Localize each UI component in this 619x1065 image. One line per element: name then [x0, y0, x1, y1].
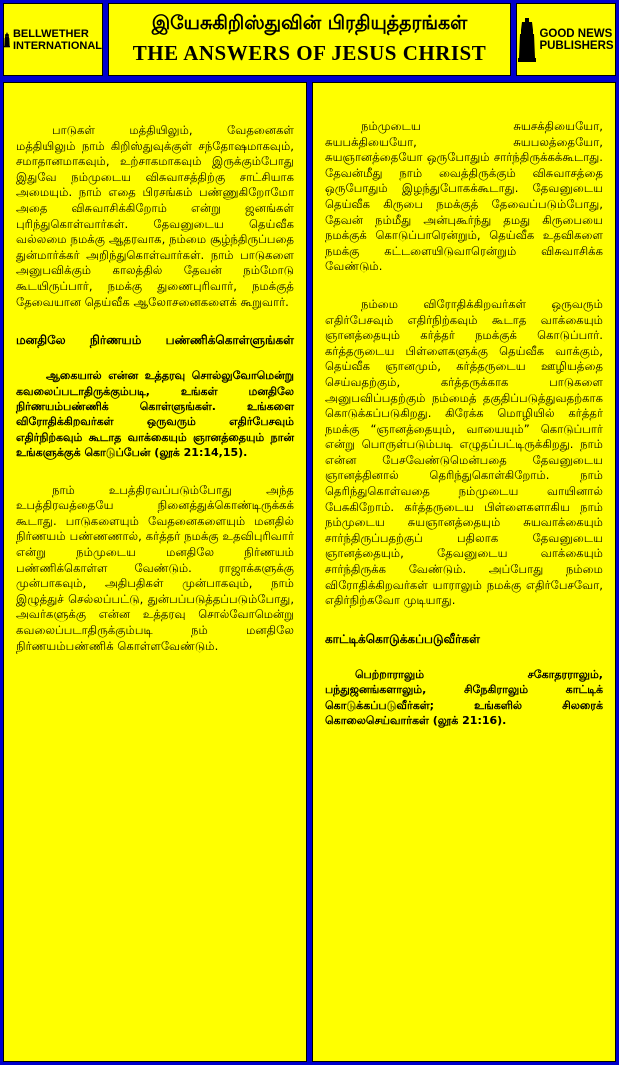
- paragraph: நம்மை விரோதிக்கிறவர்கள் ஒருவரும் எதிர்பேசவும் எதிர்நிற்கவும் கூடாத வாக்கையும் ஞானத்தையும் கர்த்தர் நமக்குக் கொடுப்பார். கர்த்தருடைய பிள்ளைகளுக்கு தெய்வீக வாக்கும், தெய்வீக ஞானமும், கர்த்தருடைய ஊழியத்தை செய்வதற்கும், கர்த்தருக்காக பாடுகளை அனுபவிப்பதற்கும் நம்மைத் தகுதிப்படுத்துவதற்காக கொடுக்கப்படுகிறது. கிரேக்க மொழியில் கர்த்தர் நமக்கு “ஞானத்தையும், வாயையும்” கொடுப்பார் என்று பொருள்படும்படி எழுதப்பட்டிருக்கிறது. நாம் என்ன பேசவேண்டுமென்பதை தேவனுடைய ஞானத்தினால் தெரிந்துகொள்கிறோம். நாம் தெரிந்துகொள்வதை நம்முடைய வாயினால் பேசுகிறோம். கர்த்தருடைய பிள்ளைகளாகிய நாம் நம்முடைய சுயஞானத்தையும் சுயவாக்கையும் சார்ந்திருப்பதற்குப் பதிலாக தேவனுடைய ஞானத்தையும், தேவனுடைய வாக்கையும் சார்ந்திருக்க வேண்டும். அப்போது நம்மை விரோதிக்கிறவர்கள் யாராலும் நமக்கு எதிர்பேசவோ, எதிர்நிற்கவோ முடியாது.: [325, 296, 603, 608]
- scripture-verse: ஆகையால் என்ன உத்தரவு சொல்லுவோமென்று கவலைப்படாதிருக்கும்படி, உங்கள் மனதிலே நிர்ணயம்பண்ணிக் கொள்ளுங்கள். உங்களை விரோதிக்கிறவர்கள் ஒருவரும் எதிர்பேசவும் எதிர்நிற்கவும் கூடாத வாக்கையும் ஞானத்தையும் நான் உங்களுக்குக் கொடுப்பேன் (லூக் 21:14,15).: [16, 369, 294, 460]
- paragraph: நம்முடைய சுயசக்தியையோ, சுயபக்தியையோ, சுயபலத்தையோ, சுயஞானத்தையோ ஒருபோதும் சார்ந்திருக்கக்கூடாது. தேவன்மீது நாம் வைத்திருக்கும் விசுவாசத்தை ஒருபோதும் இழந்துபோகக்கூடாது. தேவனுடைய தெய்வீக கிருபை நமக்குத் தேவைப்படும்போது, தேவன் நம்மீது அன்புகூர்ந்து தமது கிருபையை நமக்குக் கொடுப்பாரென்றும், தெய்வீக உதவிகளை நமக்கு கட்டளையிடுவாரென்றும் விசுவாசிக்க வேண்டும்.: [325, 119, 603, 274]
- title-english: THE ANSWERS OF JESUS CHRIST: [132, 41, 487, 65]
- page-header: [108, 3, 511, 76]
- title-tamil: இயேசுகிறிஸ்துவின் பிரதியுத்தரங்கள்: [151, 12, 468, 34]
- logo-left-line2: INTERNATIONAL: [12, 39, 102, 52]
- left-column: [3, 82, 307, 1062]
- paragraph: நாம் உபத்திரவப்படும்போது அந்த உபத்திரவத்தையே நினைத்துக்கொண்டிருக்கக் கூடாது. பாடுகளையும் வேதனைகளையும் மனதில் நிர்ணயம் பண்ணணால், கர்த்தர் நமக்கு உதவிபுரிவார் என்று நம்முடைய மனதிலே நிர்ணயம் பண்ணிக்கொள்ள வேண்டும். ராஜாக்களுக்கு முன்பாகவும், அதிபதிகள் முன்பாகவும், நாம் இழுத்துச் செல்லப்பட்டு, துன்பப்படுத்தப்படும்போது, அவர்களுக்கு என்ன உத்தரவு சொல்வோமென்று கவலைப்படாதிருக்கும்படி நம் மனதிலே நிர்ணயம்பண்ணிக் கொள்ளவேண்டும்.: [16, 482, 294, 653]
- section-heading: காட்டிக்கொடுக்கப்படுவீர்கள்: [325, 631, 480, 646]
- scripture-verse: பெற்றாராலும் சகோதரராலும், பந்துஜனங்களாலும், சிநேகிராலும் காட்டிக் கொடுக்கப்படுவீர்கள்; உங்களில் சிலரைக் கொலைசெய்வார்கள் (லூக் 21:16).: [325, 667, 603, 728]
- logo-right-line1: GOOD NEWS: [539, 27, 613, 40]
- paragraph: பாடுகள் மத்தியிலும், வேதனைகள் மத்தியிலும் நாம் கிறிஸ்துவுக்குள் சந்தோஷமாகவும், சமாதானமாகவும், உற்சாகமாகவும் இருக்கும்போது இதுவே நம்முடைய விசுவாசத்திற்கு சாட்சியாக அமையும். நாம் எதை பிரசங்கம் பண்ணுகிறோமோ அதை விசுவாசிக்கிறோம் என்று ஜனங்கள் புரிந்துகொள்வார்கள். தேவனுடைய தெய்வீக வல்லமை நமக்கு ஆதரவாக, நம்மை சூழ்ந்திருப்பதை துன்மார்க்கர் அறிந்துகொள்வார்கள். நாம் பாடுகளை அனுபவிக்கும் காலத்தில் தேவன் நம்மோடு கூடயிருப்பார், நமக்கு துணைபுரிவார், நமக்குத் தேவையான தெய்வீக ஆலோசனைகளைக் கூறுவார்.: [16, 123, 294, 309]
- good-news-logo: [516, 3, 616, 76]
- right-column: [312, 82, 616, 1062]
- section-heading: மனதிலே நிர்ணயம் பண்ணிக்கொள்ளுங்கள்: [16, 333, 294, 348]
- bell-tower-icon: [4, 18, 10, 62]
- logo-left-line1: BELLWETHER: [12, 27, 89, 40]
- logo-right-line2: PUBLISHERS: [539, 39, 614, 52]
- bell-tower-icon: [518, 18, 536, 62]
- bellwether-logo: [3, 3, 103, 76]
